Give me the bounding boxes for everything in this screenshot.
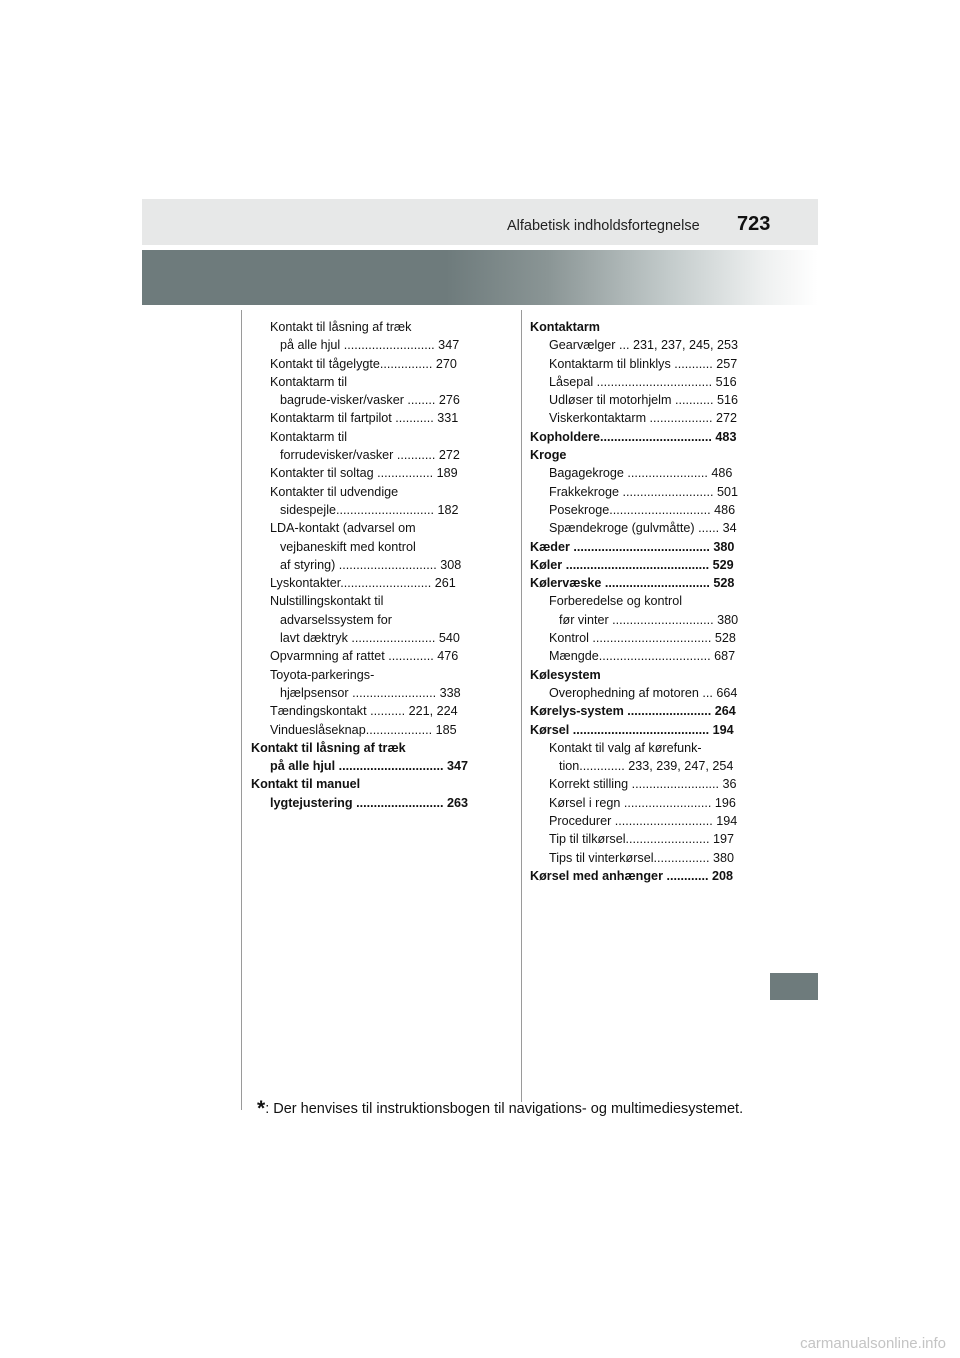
index-entry: Kontakt til tågelygte............... 270 (270, 356, 457, 371)
index-entry: Mængde................................ 687 (549, 649, 736, 664)
page-number: 723 (737, 213, 771, 235)
index-entry: Kørsel ....................................... 194 (530, 722, 734, 737)
index-entry: Kørsel med anhænger ............ 208 (530, 868, 733, 883)
index-entry: Låsepal ................................. 516 (549, 374, 737, 389)
watermark: carmanualsonline.info (800, 1335, 946, 1352)
index-entry: LDA-kontakt (advarsel om (270, 521, 416, 536)
index-entry: sidespejle............................ 182 (280, 502, 459, 517)
index-entry: af styring) ............................ 308 (280, 557, 462, 572)
index-entry: Udløser til motorhjelm ........... 516 (549, 393, 738, 408)
index-entry: Kontaktarm (530, 320, 600, 334)
index-entry: Kontakt til låsning af træk (270, 320, 412, 334)
index-entry: Toyota-parkerings- (270, 667, 375, 682)
index-entry: Kontaktarm til (270, 374, 347, 389)
index-entry: Posekroge............................. 486 (549, 502, 736, 517)
footnote (257, 1097, 743, 1121)
index-entry: Opvarmning af rattet ............. 476 (270, 649, 459, 664)
index-entry: på alle hjul .............................. 347 (270, 759, 469, 774)
index-entry: Overophedning af motoren ... 664 (549, 685, 738, 700)
middle-column-rule (521, 310, 522, 1102)
index-entry: Kontakt til manuel (251, 777, 361, 792)
index-entry: Tip til tilkørsel........................ 197 (549, 832, 734, 847)
index-entry: Vindueslåseknap................... 185 (270, 722, 457, 737)
index-entry: Lyskontakter.......................... 261 (270, 576, 456, 591)
index-entry: Frakkekroge .......................... 501 (549, 484, 738, 499)
index-column-right (530, 318, 749, 885)
index-entry: Kørsel i regn ......................... 196 (549, 795, 736, 810)
index-entry: Korrekt stilling ......................... 36 (549, 777, 737, 792)
index-column-left (251, 318, 470, 812)
index-entry: Spændekroge (gulvmåtte) ...... 34 (549, 521, 737, 536)
index-entry: Bagagekroge ....................... 486 (549, 466, 733, 481)
header-bar (142, 199, 818, 245)
left-column-rule (241, 310, 242, 1110)
index-entry: vejbaneskift med kontrol (280, 539, 416, 554)
page-title: Alfabetisk indholdsfortegnelse (507, 218, 700, 234)
index-entry: Viskerkontaktarm .................. 272 (549, 411, 738, 426)
index-entry: Tips til vinterkørsel................ 380 (549, 850, 734, 865)
section-thumb-tab (770, 973, 818, 1000)
index-entry: Kontaktarm til blinklys ........... 257 (549, 356, 738, 371)
index-entry: Nulstillingskontakt til (270, 594, 384, 609)
index-entry: Gearvælger ... 231, 237, 245, 253 (549, 338, 739, 353)
index-entry: Kølervæske .............................. 528 (530, 576, 735, 591)
index-entry: Kontrol .................................. 528 (549, 631, 736, 646)
footnote-marker: * (257, 1097, 266, 1120)
index-entry: på alle hjul .......................... 347 (280, 338, 460, 353)
index-entry: Kørelys-system ........................ 264 (530, 704, 736, 719)
index-entry: Kontakt til låsning af træk (251, 740, 406, 755)
index-entry: Kontakter til soltag ................ 189 (270, 466, 458, 481)
header-gradient-band (142, 250, 818, 305)
index-entry: hjælpsensor ........................ 338 (280, 685, 461, 700)
index-entry: Køler ......................................... 529 (530, 557, 734, 572)
index-entry: Kontakter til udvendige (270, 484, 399, 499)
index-entry: Kontaktarm til fartpilot ........... 331 (270, 411, 459, 426)
footnote-text: : Der henvises til instruktionsbogen til navigations- og multimediesystemet. (265, 1101, 744, 1117)
index-entry: Kroge (530, 448, 567, 463)
index-entry: Kontaktarm til (270, 429, 347, 444)
index-entry: bagrude-visker/vasker ........ 276 (280, 393, 460, 408)
index-entry: lygtejustering ......................... 263 (270, 795, 469, 810)
index-entry: tion............. 233, 239, 247, 254 (559, 759, 734, 774)
index-entry: forrudevisker/vasker ........... 272 (280, 448, 460, 463)
index-entry: Kølesystem (530, 667, 601, 682)
index-entry: lavt dæktryk ........................ 540 (280, 631, 460, 646)
index-entry: Forberedelse og kontrol (549, 594, 683, 609)
index-entry: før vinter ............................. 380 (559, 612, 739, 627)
index-entry: Kæder ....................................... 380 (530, 539, 735, 554)
index-entry: Procedurer ............................ 194 (549, 814, 738, 829)
index-entry: Kopholdere................................ 483 (530, 429, 737, 444)
index-entry: advarselssystem for (280, 612, 392, 627)
index-entry: Tændingskontakt .......... 221, 224 (270, 704, 458, 719)
index-entry: Kontakt til valg af kørefunk- (549, 740, 702, 755)
